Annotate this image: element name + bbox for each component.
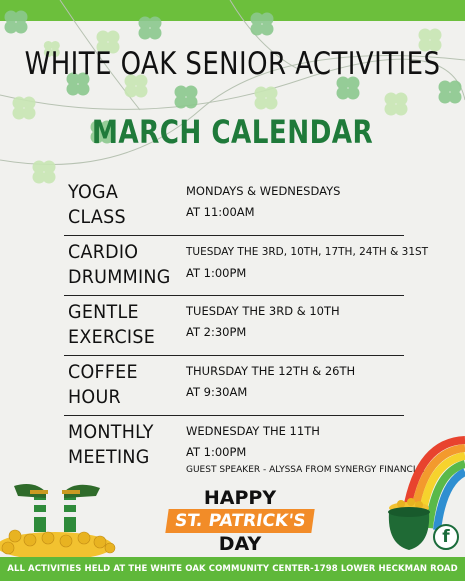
activity-schedule xyxy=(64,176,429,496)
activity-row xyxy=(64,176,404,236)
activity-time: TUESDAY THE 3RD & 10TH AT 2:30PM xyxy=(186,304,340,339)
footer-text: ALL ACTIVITIES HELD AT THE WHITE OAK COMMUNITY CENTER-1798 LOWER HECKMAN ROAD xyxy=(7,564,458,574)
shamrock-vines xyxy=(0,0,465,200)
footer-bar xyxy=(0,557,465,581)
greeting-st-patricks: ST. PATRICK'S xyxy=(165,509,315,533)
page-subtitle: MARCH CALENDAR xyxy=(91,113,374,151)
activity-row xyxy=(64,236,429,296)
leprechaun-legs-icon xyxy=(0,478,125,558)
activity-name: YOGA CLASS xyxy=(68,181,126,228)
greeting-happy: HAPPY xyxy=(203,487,277,509)
st-patricks-greeting xyxy=(150,487,330,555)
activity-name: COFFEE HOUR xyxy=(68,361,138,408)
activity-time: MONDAYS & WEDNESDAYS AT 11:00AM xyxy=(186,184,341,219)
shamrock-icon xyxy=(439,81,462,104)
page-title: WHITE OAK SENIOR ACTIVITIES xyxy=(24,46,441,82)
shamrock-icon xyxy=(255,87,278,110)
activity-name: MONTHLY MEETING xyxy=(68,421,154,468)
activity-time: TUESDAY THE 3RD, 10TH, 17TH, 24TH & 31ST AT 1:00PM xyxy=(186,246,429,280)
shamrock-icon xyxy=(13,97,36,120)
shamrock-icon xyxy=(139,17,162,40)
activity-time: WEDNESDAY THE 11TH AT 1:00PM GUEST SPEAKER - ALYSSA FROM SYNERGY FINANCIAL xyxy=(186,424,427,475)
activity-row xyxy=(64,296,404,356)
shamrock-icon xyxy=(251,13,274,36)
shamrock-icon xyxy=(5,11,28,34)
activity-name: CARDIO DRUMMING xyxy=(68,241,171,288)
shamrock-icon xyxy=(33,161,56,184)
activity-time: THURSDAY THE 12TH & 26TH AT 9:30AM xyxy=(186,364,356,399)
activity-name: GENTLE EXERCISE xyxy=(68,301,156,348)
facebook-icon[interactable]: f xyxy=(433,524,459,550)
greeting-day: DAY xyxy=(218,533,262,555)
activity-row xyxy=(64,356,404,416)
pot-of-gold-icon xyxy=(388,498,430,550)
shamrock-icon xyxy=(175,86,198,109)
